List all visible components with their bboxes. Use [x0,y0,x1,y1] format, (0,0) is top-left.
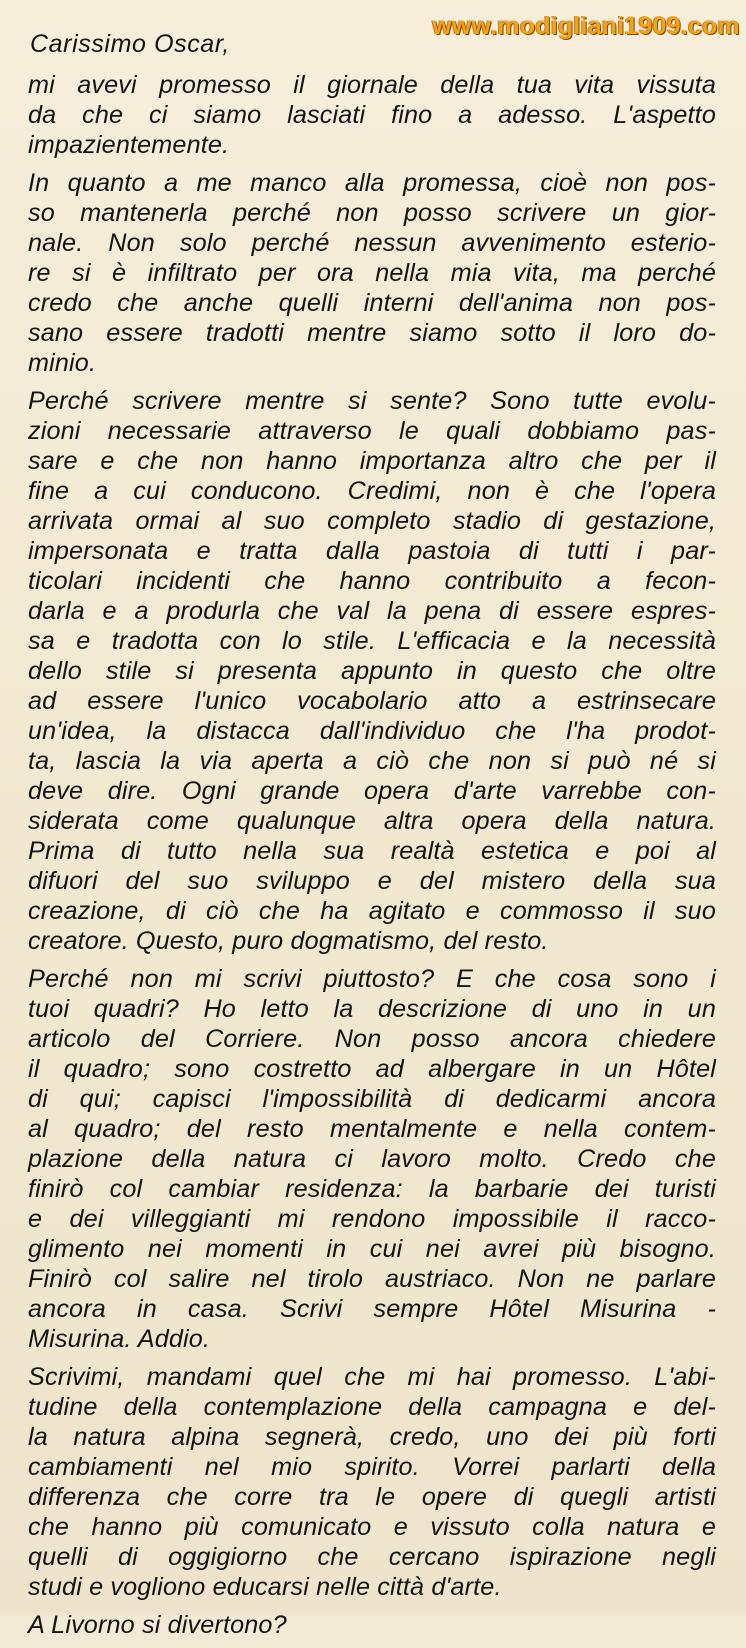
text-line: articolo del Corriere. Non posso ancora chiedere [28,1025,716,1053]
text-line: che hanno più comunicato e vissuto colla natura e [28,1513,716,1541]
text-line: In quanto a me manco alla promessa, cioè non pos- [28,169,716,197]
text-line: ad essere l'unico vocabolario atto a estrinsecare [28,687,716,715]
text-line: il quadro; sono costretto ad albergare in un Hôtel [28,1055,716,1083]
text-line: zioni necessarie attraverso le quali dobbiamo pas- [28,417,716,445]
text-line: impazientemente. [28,131,230,159]
letter-paragraph [28,1362,716,1602]
text-line: dello stile si presenta appunto in questo che oltre [28,657,716,685]
text-line: di qui; capisci l'impossibilità di dedicarmi ancora [28,1085,716,1113]
text-line: Finirò col salire nel tirolo austriaco. Non ne parlare [28,1265,716,1293]
text-line: creatore. Questo, puro dogmatismo, del resto. [28,927,549,955]
text-line: cambiamenti nel mio spirito. Vorrei parlarti della [28,1453,716,1481]
text-line: differenza che corre tra le opere di quegli artisti [28,1483,716,1511]
text-line: plazione della natura ci lavoro molto. Credo che [28,1145,716,1173]
text-line: ta, lascia la via aperta a ciò che non si può né si [28,747,716,775]
letter-body [28,22,716,1648]
text-line: difuori del suo sviluppo e del mistero della sua [28,867,716,895]
text-line: sa e tradotta con lo stile. L'efficacia e la necessità [28,627,716,655]
text-line: Perché scrivere mentre si sente? Sono tutte evolu- [28,387,716,415]
text-line: nale. Non solo perché nessun avvenimento esterio- [28,229,716,257]
letter-paragraph [28,70,716,160]
text-line: credo che anche quelli interni dell'anima non pos- [28,289,716,317]
text-line: Prima di tutto nella sua realtà estetica e poi al [28,837,716,865]
text-line: creazione, di ciò che ha agitato e commosso il suo [28,897,716,925]
text-line: so mantenerla perché non posso scrivere un gior- [28,199,716,227]
text-line: la natura alpina segnerà, credo, uno dei più forti [28,1423,716,1451]
text-line: tudine della contemplazione della campagna e del- [28,1393,716,1421]
text-line: studi e vogliono educarsi nelle città d'arte. [28,1573,502,1601]
text-line: Misurina. Addio. [28,1325,211,1353]
text-line: sano essere tradotti mentre siamo sotto il loro do- [28,319,716,347]
letter-paragraph [28,964,716,1354]
text-line: Scrivimi, mandami quel che mi hai promesso. L'abi- [28,1363,716,1391]
text-line: tuoi quadri? Ho letto la descrizione di uno in un [28,995,716,1023]
text-line: deve dire. Ogni grande opera d'arte varrebbe con- [28,777,716,805]
letter-paragraphs [28,70,716,1640]
text-line: impersonata e tratta dalla pastoia di tutti i par- [28,537,716,565]
text-line: darla e a produrla che val la pena di essere espres- [28,597,716,625]
text-line: e dei villeggianti mi rendono impossibile il racco- [28,1205,716,1233]
text-line: un'idea, la distacca dall'individuo che l'ha prodot- [28,717,716,745]
text-line: quelli di oggigiorno che cercano ispirazione negli [28,1543,716,1571]
text-line: mi avevi promesso il giornale della tua vita vissuta [28,71,716,99]
text-line: ancora in casa. Scrivi sempre Hôtel Misurina - [28,1295,716,1323]
text-line: minio. [28,349,97,377]
text-line: A Livorno si divertono? [28,1611,287,1639]
text-line: sare e che non hanno importanza altro che per il [28,447,716,475]
text-line: re si è infiltrato per ora nella mia vita, ma perché [28,259,716,287]
text-line: Perché non mi scrivi piuttosto? E che cosa sono i [28,965,716,993]
text-line: arrivata ormai al suo completo stadio di gestazione, [28,507,716,535]
site-watermark: www.modigliani1909.com [432,12,740,40]
text-line: fine a cui conducono. Credimi, non è che l'opera [28,477,716,505]
text-line: da che ci siamo lasciati fino a adesso. L'aspetto [28,101,716,129]
text-line: siderata come qualunque altra opera della natura. [28,807,716,835]
letter-paragraph [28,386,716,956]
letter-greeting: Carissimo Oscar, [30,30,230,58]
text-line: finirò col cambiar residenza: la barbarie dei turisti [28,1175,716,1203]
letter-paragraph [28,168,716,378]
text-line: ticolari incidenti che hanno contribuito a fecon- [28,567,716,595]
text-line: al quadro; del resto mentalmente e nella contem- [28,1115,716,1143]
text-line: glimento nei momenti in cui nei avrei più bisogno. [28,1235,716,1263]
